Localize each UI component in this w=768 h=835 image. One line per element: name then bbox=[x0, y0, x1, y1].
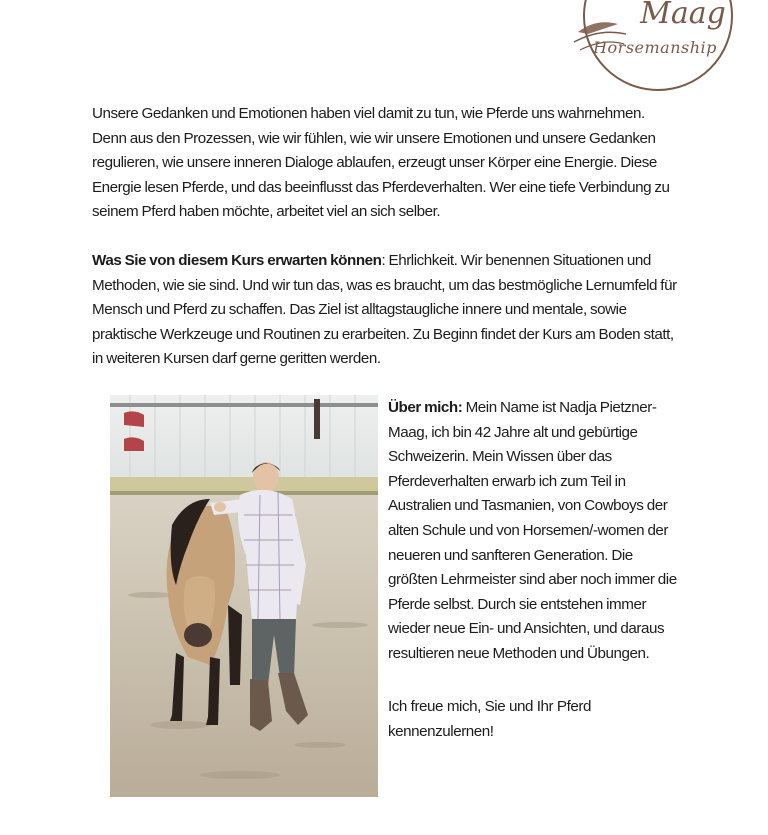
about-paragraph bbox=[388, 396, 678, 667]
logo-name: Maag bbox=[640, 0, 726, 31]
expectations-paragraph bbox=[92, 249, 682, 372]
logo-subtitle: Horsemanship bbox=[593, 38, 717, 57]
intro-paragraph: Unsere Gedanken und Emotionen haben viel damit zu tun, wie Pferde uns wahrnehmen. Denn aus den Prozessen, wie wir fühlen, wie wir unsere Emotionen und unsere Gedanken regulieren, wie unsere inneren Dialoge ablaufen, erzeugt unser Körper eine Energie. Diese Energie lesen Pferde, und das beeinflusst das Pferdeverhalten. Wer eine tiefe Verbindung zu seinem Pferd haben möchte, arbeitet viel an sich selber. bbox=[92, 105, 670, 221]
expectations-label: Was Sie von diesem Kurs erwarten können bbox=[92, 252, 382, 269]
about-label: Über mich: bbox=[388, 399, 463, 416]
brand-logo bbox=[566, 0, 744, 92]
expectations-text: : Ehrlichkeit. Wir benennen Situationen und Methoden, wie sie sind. Und wir tun das, was es braucht, um das bestmögliche Lernumfeld für Mensch und Pferd zu schaffen. Das Ziel ist alltagstaugliche innere und mentale, sowie praktische Werkzeuge und Routinen zu erarbeiten. Zu Beginn findet der Kurs am Boden statt, in weiteren Kursen darf gerne geritten werden. bbox=[92, 252, 677, 368]
about-text: Mein Name ist Nadja Pietzner-Maag, ich bin 42 Jahre alt und gebürtige Schweizerin. Mein Wissen über das Pferdeverhalten erwarb ich zum Teil in Australien und Tasmanien, von Cowboys der alten Schule und von Horsemen/-women der neueren und sanfteren Generation. Die größten Lehrmeister sind aber noch immer die Pferde selbst. Durch sie entstehen immer wieder neue Ein- und Ansichten, und daraus resultieren neue Methoden und Übungen. bbox=[388, 399, 677, 662]
closing-paragraph: Ich freue mich, Sie und Ihr Pferd kennenzulernen! bbox=[388, 698, 591, 740]
portrait-photo bbox=[110, 395, 378, 797]
